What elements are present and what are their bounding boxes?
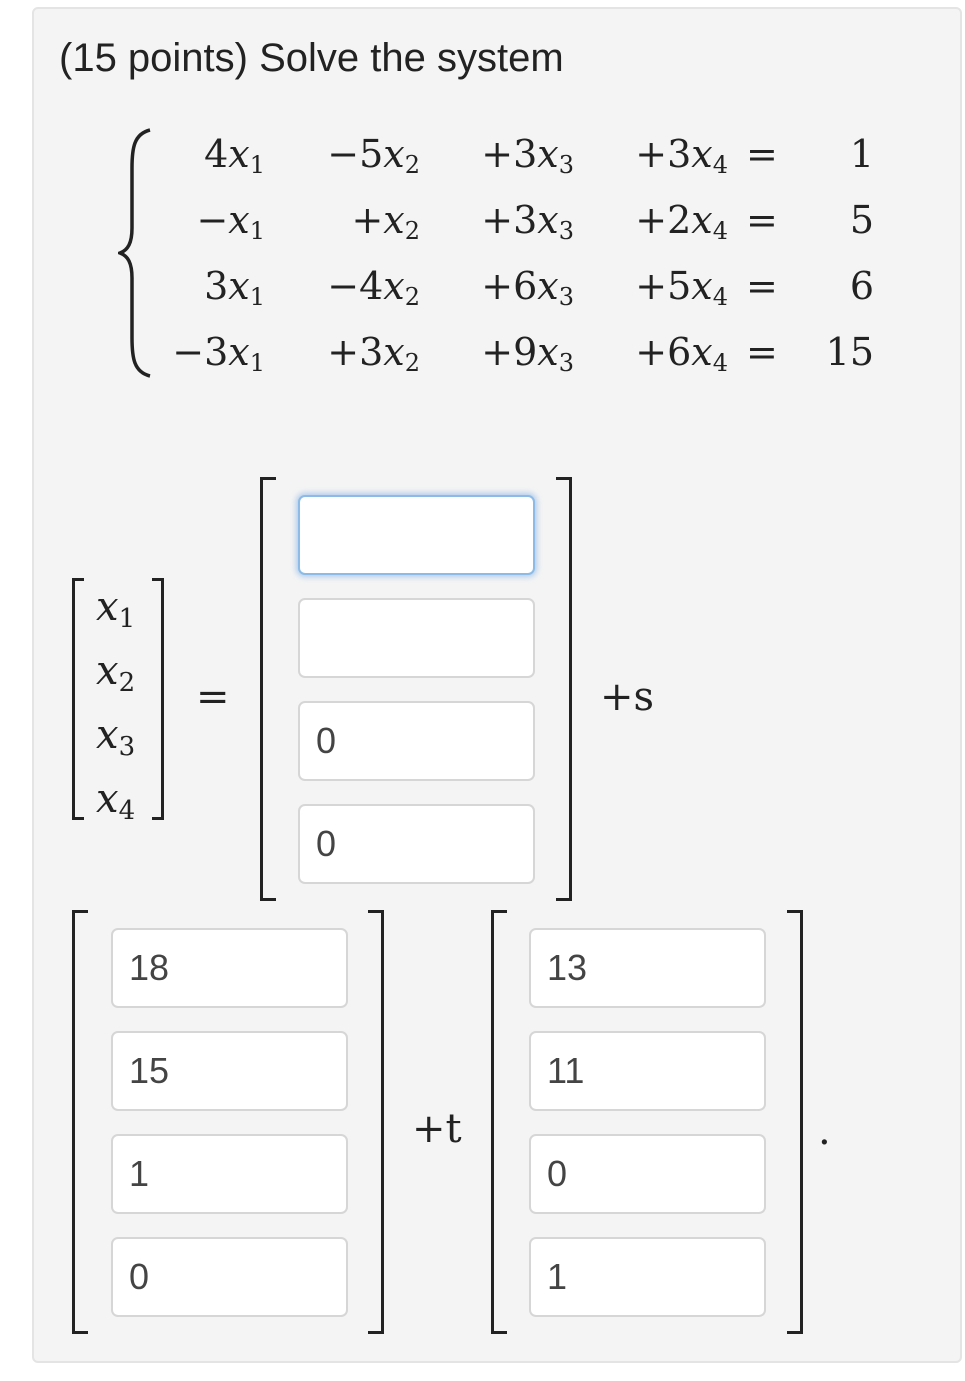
eq-3-term-3: $+6x_3$ [481,264,574,311]
eq-2-term-1: $-x_1$ [196,198,265,245]
eq-4-term-4: $+6x_4$ [635,330,728,377]
eq-1-term-1: $4x_1$ [204,132,265,179]
period: . [818,1108,831,1154]
equals-sign: = [196,674,230,720]
s-vector-input-1[interactable] [111,928,348,1008]
s-label [600,674,654,720]
lhs-var-2: $x_2$ [96,648,136,698]
eq-2-term-4: $+2x_4$ [635,198,728,245]
lhs-var-1: $x_1$ [96,584,136,634]
eq-2-term-3: $+3x_3$ [481,198,574,245]
s-vector-input-4[interactable] [111,1237,348,1317]
eq-1-term-2: $-5x_2$ [327,132,420,179]
eq-2-term-2: $+x_2$ [351,198,420,245]
eq-2-equals: = [746,198,778,242]
eq-4-term-1: $-3x_1$ [172,330,265,377]
eq-4-term-2: $+3x_2$ [327,330,420,377]
eq-3-term-2: $-4x_2$ [327,264,420,311]
lhs-right-bracket [152,578,164,820]
t-label-text: +t [412,1106,462,1152]
particular-right-bracket [556,477,572,901]
question-title: (15 points) Solve the system [59,36,564,80]
t-vector-input-4[interactable] [529,1237,766,1317]
eq-4-term-3: $+9x_3$ [481,330,574,377]
s-label-text: +s [600,674,655,720]
eq-4-equals: = [746,330,778,374]
eq-3-equals: = [746,264,778,308]
s-vector-input-3[interactable] [111,1134,348,1214]
eq-3-term-1: $3x_1$ [204,264,265,311]
t-vector-input-1[interactable] [529,928,766,1008]
left-brace-icon [118,128,152,378]
eq-1-rhs: 1 [849,132,874,176]
particular-input-1[interactable] [298,495,535,575]
s-vector-input-2[interactable] [111,1031,348,1111]
particular-input-3[interactable] [298,701,535,781]
particular-left-bracket [260,477,276,901]
eq-2-rhs: 5 [849,198,874,242]
lhs-var-3: $x_3$ [96,712,136,762]
eq-3-rhs: 6 [849,264,874,308]
t-vector-input-3[interactable] [529,1134,766,1214]
s-vector-right-bracket [368,910,384,1334]
eq-1-term-4: $+3x_4$ [635,132,728,179]
eq-1-equals: = [746,132,778,176]
t-vector-right-bracket [787,910,803,1334]
particular-input-4[interactable] [298,804,535,884]
t-vector-input-2[interactable] [529,1031,766,1111]
eq-1-term-3: $+3x_3$ [481,132,574,179]
s-vector-left-bracket [72,910,88,1334]
t-label [412,1106,462,1152]
eq-4-rhs: 15 [825,330,874,374]
lhs-var-4: $x_4$ [96,776,136,826]
particular-input-2[interactable] [298,598,535,678]
lhs-left-bracket [72,578,84,820]
t-vector-left-bracket [491,910,507,1334]
eq-3-term-4: $+5x_4$ [635,264,728,311]
